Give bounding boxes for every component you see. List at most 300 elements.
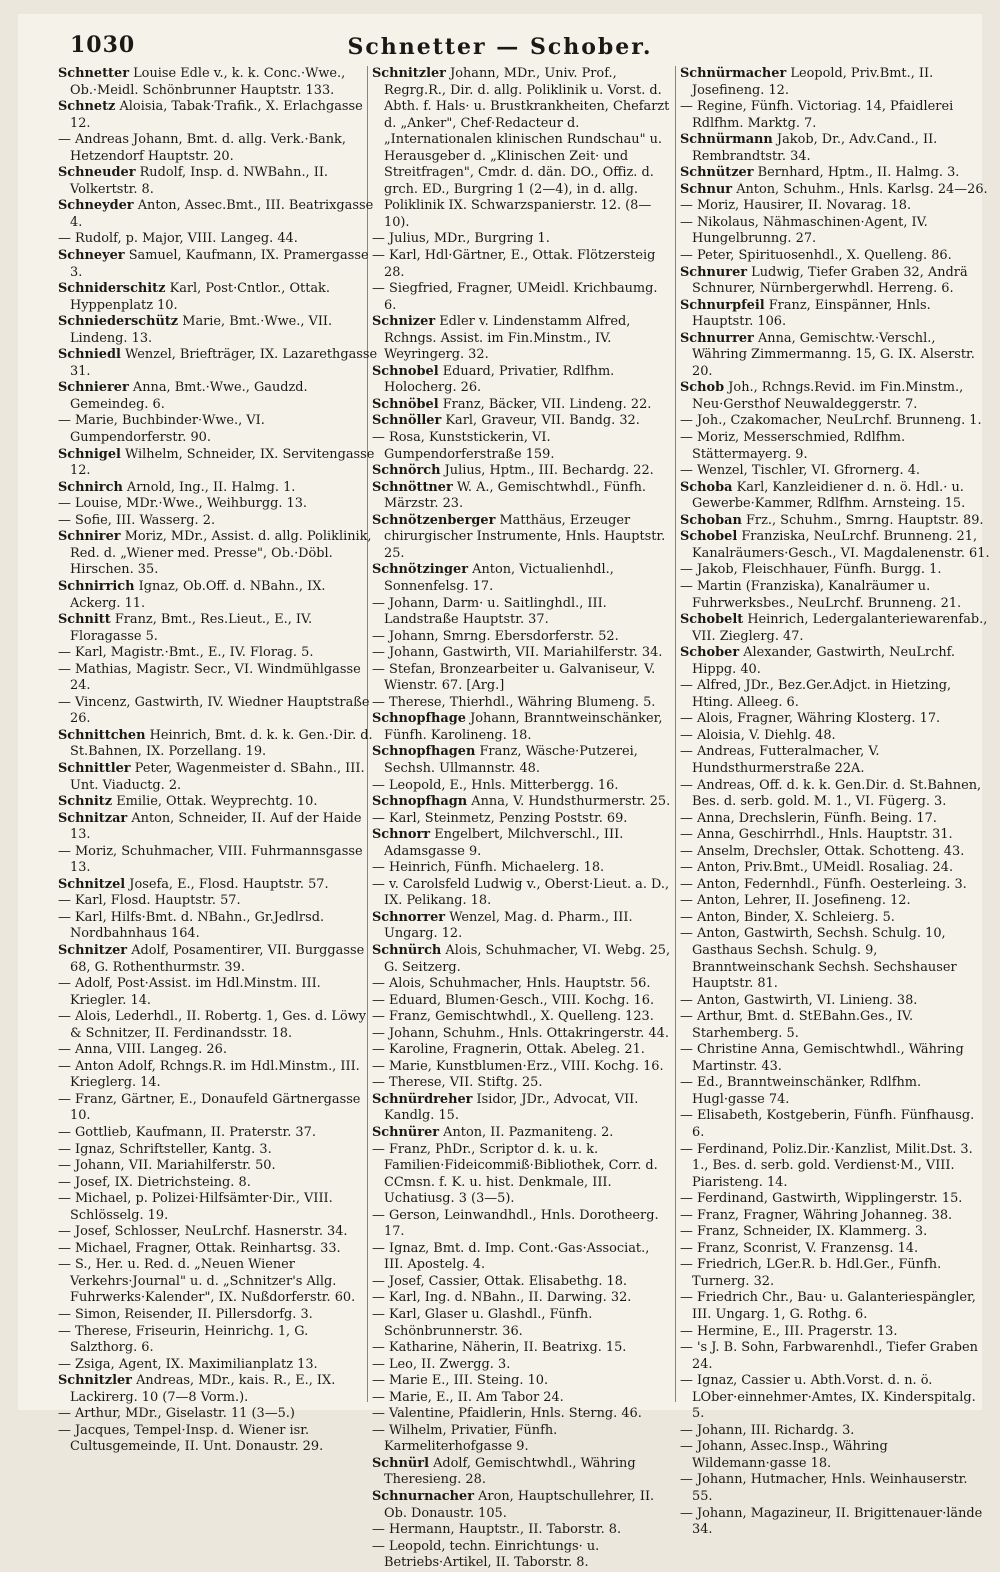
entry-surname: Schnigel bbox=[58, 446, 121, 462]
directory-entry bbox=[680, 182, 990, 199]
directory-entry bbox=[372, 248, 672, 281]
directory-entry bbox=[372, 1340, 672, 1357]
entry-surname: Schneyder bbox=[58, 198, 134, 214]
entry-surname: Schnobel bbox=[372, 363, 439, 379]
directory-entry bbox=[680, 910, 990, 927]
column-3 bbox=[680, 66, 990, 1538]
entry-details: Jakob, Dr., Adv.Cand., II. Rembrandtstr. 34. bbox=[692, 132, 938, 164]
entry-surname: Schnürer bbox=[372, 1125, 440, 1140]
entry-details: — S., Her. u. Red. d. „Neuen Wiener Verkehrs·Journal" u. d. „Schnitzer's Allg. Fuhrwerks·Kalender", IX. Nußdorferstr. 60. bbox=[58, 1257, 356, 1306]
entry-surname: Schnittchen bbox=[58, 727, 146, 743]
entry-surname: Schniedl bbox=[58, 347, 121, 363]
entry-details: — Josef, Cassier, Ottak. Elisabethg. 18. bbox=[372, 1273, 628, 1289]
directory-entry bbox=[58, 645, 378, 662]
entry-surname: Schnierer bbox=[58, 380, 129, 396]
entry-details: Isidor, JDr., Advocat, VII. Kandlg. 15. bbox=[384, 1091, 639, 1124]
entry-details: Franz, Bäcker, VII. Lindeng. 22. bbox=[442, 396, 652, 412]
directory-entry bbox=[680, 744, 990, 777]
directory-entry bbox=[58, 1257, 378, 1307]
directory-entry bbox=[58, 281, 378, 314]
directory-entry bbox=[372, 1290, 672, 1307]
entry-details: W. A., Gemischtwhdl., Fünfh. Märzstr. 23. bbox=[384, 479, 646, 512]
column-divider bbox=[675, 66, 676, 1402]
directory-entry bbox=[680, 1257, 990, 1290]
entry-details: — Vincenz, Gastwirth, IV. Wiedner Hauptstraße 26. bbox=[58, 694, 370, 727]
directory-entry bbox=[372, 645, 672, 662]
entry-details: Anton, II. Pazmaniteng. 2. bbox=[443, 1125, 614, 1140]
directory-entry bbox=[680, 728, 990, 745]
directory-entry bbox=[372, 397, 672, 414]
entry-surname: Schnur bbox=[680, 181, 733, 197]
entry-details: — Christine Anna, Gemischtwhdl., Währing Martinstr. 43. bbox=[680, 1042, 964, 1074]
entry-details: — Anton, Binder, X. Schleierg. 5. bbox=[680, 909, 895, 925]
directory-entry bbox=[680, 827, 990, 844]
entry-details: Alois, Schuhmacher, VI. Webg. 25, G. Seitzerg. bbox=[384, 942, 671, 975]
directory-entry bbox=[680, 265, 990, 298]
entry-details: Adolf, Posamentirer, VII. Burggasse 68, G. Rothenthurmstr. 39. bbox=[70, 942, 365, 975]
directory-entry bbox=[58, 1158, 378, 1175]
directory-entry bbox=[58, 1191, 378, 1224]
directory-entry bbox=[372, 231, 672, 248]
directory-entry bbox=[372, 711, 672, 744]
entry-details: — Gerson, Leinwandhdl., Hnls. Dorotheerg. 17. bbox=[372, 1207, 659, 1240]
entry-surname: Schnetz bbox=[58, 99, 116, 115]
directory-entry bbox=[372, 562, 672, 595]
entry-details: — Karl, Flosd. Hauptstr. 57. bbox=[58, 893, 241, 909]
entry-details: — Martin (Franziska), Kanalräumer u. Fuhrwerksbes., NeuLrchf. Brunneng. 21. bbox=[680, 578, 962, 611]
entry-details: Aron, Hauptschullehrer, II. Ob. Donaustr. 105. bbox=[384, 1489, 655, 1521]
directory-entry bbox=[372, 1357, 672, 1374]
entry-details: — Ed., Branntweinschänker, Rdlfhm. Hugl·gasse 74. bbox=[680, 1075, 922, 1107]
directory-entry bbox=[680, 132, 990, 165]
directory-entry bbox=[372, 1456, 672, 1489]
entry-details: Anna, Bmt.·Wwe., Gaudzd. Gemeindeg. 6. bbox=[70, 380, 308, 412]
directory-entry bbox=[58, 447, 378, 480]
entry-surname: Schnötzinger bbox=[372, 562, 469, 578]
entry-details: — Louise, MDr.·Wwe., Weihburgg. 13. bbox=[58, 496, 308, 512]
entry-details: Rudolf, Insp. d. NWBahn., II. Volkertstr. 8. bbox=[70, 165, 329, 197]
directory-entry bbox=[58, 662, 378, 695]
entry-details: — Karoline, Fragnerin, Ottak. Abeleg. 21. bbox=[372, 1042, 645, 1058]
entry-surname: Schoban bbox=[680, 512, 742, 528]
entry-surname: Schnurnacher bbox=[372, 1489, 475, 1505]
entry-details: Louise Edle v., k. k. Conc.·Wwe., Ob.·Meidl. Schönbrunner Hauptstr. 133. bbox=[70, 66, 346, 98]
directory-entry bbox=[372, 993, 672, 1010]
entry-surname: Schnorrer bbox=[372, 909, 446, 925]
directory-entry bbox=[680, 99, 990, 132]
entry-details: — Heinrich, Fünfh. Michaelerg. 18. bbox=[372, 860, 605, 876]
directory-entry bbox=[58, 1357, 378, 1374]
directory-entry bbox=[58, 132, 378, 165]
directory-entry bbox=[680, 248, 990, 265]
directory-entry bbox=[58, 976, 378, 1009]
directory-entry bbox=[372, 1522, 672, 1539]
directory-entry bbox=[372, 66, 672, 231]
entry-details: Heinrich, Ledergalanteriewarenfab., VII. Zieglerg. 47. bbox=[692, 612, 988, 644]
entry-details: — Rudolf, p. Major, VIII. Langeg. 44. bbox=[58, 231, 298, 247]
column-2 bbox=[372, 66, 672, 1571]
entry-surname: Schnopfhage bbox=[372, 711, 466, 727]
entry-details: — Aloisia, V. Diehlg. 48. bbox=[680, 727, 836, 743]
entry-details: — Moriz, Messerschmied, Rdlfhm. Stättermayerg. 9. bbox=[680, 430, 906, 462]
directory-entry bbox=[372, 1274, 672, 1291]
directory-entry bbox=[680, 1340, 990, 1373]
directory-entry bbox=[372, 430, 672, 463]
entry-details: Anton, Assec.Bmt., III. Beatrixgasse 4. bbox=[70, 198, 374, 230]
entry-details: Arnold, Ing., II. Halmg. 1. bbox=[126, 479, 296, 495]
entry-details: — Wenzel, Tischler, VI. Gfrornerg. 4. bbox=[680, 463, 920, 479]
directory-entry bbox=[680, 66, 990, 99]
directory-entry bbox=[372, 413, 672, 430]
directory-entry bbox=[372, 1423, 672, 1456]
directory-entry bbox=[680, 1324, 990, 1341]
entry-details: — Johann, Hutmacher, Hnls. Weinhauserstr. 55. bbox=[680, 1472, 968, 1505]
entry-details: — Karl, Hilfs·Bmt. d. NBahn., Gr.Jedlrsd. Nordbahnhaus 164. bbox=[58, 909, 325, 942]
entry-details: — Anton, Priv.Bmt., UMeidl. Rosaliag. 24. bbox=[680, 860, 954, 876]
entry-details: — Joh., Czakomacher, NeuLrchf. Brunneng. 1. bbox=[680, 413, 982, 429]
directory-entry bbox=[680, 1224, 990, 1241]
directory-entry bbox=[680, 165, 990, 182]
entry-details: — Zsiga, Agent, IX. Maximilianplatz 13. bbox=[58, 1356, 318, 1372]
directory-entry bbox=[680, 513, 990, 530]
entry-details: — Anton, Gastwirth, VI. Linieng. 38. bbox=[680, 992, 918, 1008]
entry-details: — Katharine, Näherin, II. Beatrixg. 15. bbox=[372, 1340, 627, 1356]
entry-details: Moriz, MDr., Assist. d. allg. Poliklinik, Red. d. „Wiener med. Presse", Ob.·Döbl. Hirschen. 35. bbox=[70, 529, 372, 578]
entry-surname: Schniderschitz bbox=[58, 281, 166, 297]
directory-entry bbox=[58, 877, 378, 894]
entry-details: Karl, Post·Cntlor., Ottak. Hyppenplatz 10. bbox=[70, 281, 330, 313]
entry-details: — Therese, VII. Stiftg. 25. bbox=[372, 1075, 543, 1091]
entry-details: — Michael, Fragner, Ottak. Reinhartsg. 33. bbox=[58, 1240, 341, 1256]
directory-entry bbox=[372, 364, 672, 397]
directory-entry bbox=[58, 1009, 378, 1042]
directory-entry bbox=[372, 1125, 672, 1142]
directory-entry bbox=[680, 298, 990, 331]
entry-surname: Schnitzler bbox=[372, 66, 446, 81]
directory-entry bbox=[372, 480, 672, 513]
directory-entry bbox=[58, 380, 378, 413]
entry-details: — Adolf, Post·Assist. im Hdl.Minstm. III. Kriegler. 14. bbox=[58, 976, 321, 1008]
directory-entry bbox=[372, 1042, 672, 1059]
entry-details: — Andreas Johann, Bmt. d. allg. Verk.·Bank, Hetzendorf Hauptstr. 20. bbox=[58, 132, 346, 164]
directory-entry bbox=[680, 645, 990, 678]
directory-entry bbox=[372, 1539, 672, 1572]
directory-entry bbox=[58, 1125, 378, 1142]
entry-details: Julius, Hptm., III. Bechardg. 22. bbox=[444, 463, 654, 479]
entry-details: — Leopold, techn. Einrichtungs· u. Betriebs·Artikel, II. Taborstr. 8. bbox=[372, 1538, 600, 1571]
directory-entry bbox=[58, 1224, 378, 1241]
directory-entry bbox=[58, 1175, 378, 1192]
entry-details: Anna, V. Hundsthurmerstr. 25. bbox=[471, 794, 671, 810]
entry-details: Andreas, MDr., kais. R., E., IX. Lackirerg. 10 (7—8 Vorm.). bbox=[70, 1373, 336, 1405]
entry-details: Peter, Wagenmeister d. SBahn., III. Unt. Viaductg. 2. bbox=[70, 760, 365, 793]
directory-entry bbox=[58, 496, 378, 513]
directory-entry bbox=[680, 198, 990, 215]
directory-entry bbox=[680, 413, 990, 430]
directory-entry bbox=[680, 993, 990, 1010]
directory-entry bbox=[58, 198, 378, 231]
entry-details: — Alois, Lederhdl., II. Robertg. 1, Ges. d. Löwy & Schnitzer, II. Ferdinandsstr. 18. bbox=[58, 1009, 367, 1041]
directory-entry bbox=[58, 1059, 378, 1092]
entry-surname: Schobelt bbox=[680, 612, 744, 628]
directory-entry bbox=[58, 1324, 378, 1357]
directory-entry bbox=[58, 99, 378, 132]
directory-entry bbox=[680, 1191, 990, 1208]
entry-surname: Schnützer bbox=[680, 165, 754, 181]
directory-entry bbox=[372, 1092, 672, 1125]
entry-details: — Franz, Sconrist, V. Franzensg. 14. bbox=[680, 1240, 919, 1256]
entry-details: — Hermann, Hauptstr., II. Taborstr. 8. bbox=[372, 1522, 622, 1538]
directory-entry bbox=[58, 695, 378, 728]
entry-details: — Friedrich, LGer.R. b. Hdl.Ger., Fünfh. Turnerg. 32. bbox=[680, 1257, 942, 1289]
entry-details: — Ferdinand, Gastwirth, Wipplingerstr. 15. bbox=[680, 1191, 963, 1207]
directory-entry bbox=[372, 976, 672, 993]
directory-entry bbox=[372, 1307, 672, 1340]
directory-entry bbox=[680, 1472, 990, 1505]
entry-details: — Simon, Reisender, II. Pillersdorfg. 3. bbox=[58, 1307, 313, 1323]
entry-details: Anton, Victualienhdl., Sonnenfelsg. 17. bbox=[384, 562, 614, 594]
directory-entry bbox=[372, 778, 672, 795]
entry-details: — Marie, Buchbinder·Wwe., VI. Gumpendorferstr. 90. bbox=[58, 413, 265, 446]
directory-entry bbox=[372, 314, 672, 364]
entry-details: Marie, Bmt.·Wwe., VII. Lindeng. 13. bbox=[70, 314, 333, 346]
entry-details: — Sofie, III. Wasserg. 2. bbox=[58, 512, 216, 528]
entry-details: — Johann, Darm· u. Saitlinghdl., III. Landstraße Hauptstr. 37. bbox=[372, 595, 607, 628]
directory-entry bbox=[58, 529, 378, 579]
directory-entry bbox=[372, 1009, 672, 1026]
entry-surname: Schnörch bbox=[372, 463, 441, 479]
directory-entry bbox=[680, 331, 990, 381]
entry-surname: Schnürmacher bbox=[680, 66, 787, 81]
entry-details: Emilie, Ottak. Weyprechtg. 10. bbox=[116, 794, 318, 810]
directory-entry bbox=[58, 480, 378, 497]
entry-details: — Regine, Fünfh. Victoriag. 14, Pfaidlerei Rdlfhm. Marktg. 7. bbox=[680, 99, 954, 131]
entry-surname: Schobel bbox=[680, 529, 738, 545]
entry-details: Johann, Branntweinschänker, Fünfh. Karolineng. 18. bbox=[384, 711, 663, 743]
entry-details: — Franz, Schneider, IX. Klammerg. 3. bbox=[680, 1224, 928, 1240]
directory-entry bbox=[58, 1406, 378, 1423]
directory-entry bbox=[372, 1142, 672, 1208]
entry-surname: Schnöller bbox=[372, 413, 442, 429]
directory-entry bbox=[58, 794, 378, 811]
entry-details: — Johann, Gastwirth, VII. Mariahilferstr. 34. bbox=[372, 645, 663, 661]
entry-details: — Johann, III. Richardg. 3. bbox=[680, 1422, 855, 1438]
directory-entry bbox=[58, 1142, 378, 1159]
directory-entry bbox=[372, 1026, 672, 1043]
directory-entry bbox=[372, 281, 672, 314]
entry-details: Anna, Gemischtw.·Verschl., Währing Zimmermanng. 15, G. IX. Alserstr. 20. bbox=[692, 330, 975, 379]
entry-surname: Schnitzel bbox=[58, 876, 126, 892]
entry-details: — Franz, Fragner, Währing Johanneg. 38. bbox=[680, 1207, 953, 1223]
entry-details: — Anton, Gastwirth, Sechsh. Schulg. 10, Gasthaus Sechsh. Schulg. 9, Branntweinschank Sechsh. Sechshauser Hauptstr. 81. bbox=[680, 926, 957, 992]
entry-details: Samuel, Kaufmann, IX. Pramergasse 3. bbox=[70, 248, 369, 280]
directory-entry bbox=[372, 629, 672, 646]
entry-details: — Karl, Steinmetz, Penzing Poststr. 69. bbox=[372, 810, 628, 826]
directory-entry bbox=[372, 1059, 672, 1076]
entry-surname: Schnirer bbox=[58, 529, 121, 545]
directory-entry bbox=[372, 877, 672, 910]
entry-details: — Leo, II. Zwergg. 3. bbox=[372, 1356, 511, 1372]
entry-details: Heinrich, Bmt. d. k. k. Gen.·Dir. d. St.Bahnen, IX. Porzellang. 19. bbox=[70, 727, 373, 760]
entry-surname: Schnötzenberger bbox=[372, 512, 496, 528]
entry-surname: Schnirrich bbox=[58, 578, 135, 594]
directory-entry bbox=[680, 1439, 990, 1472]
entry-surname: Schnittler bbox=[58, 760, 131, 776]
directory-entry bbox=[372, 662, 672, 695]
directory-entry bbox=[680, 1009, 990, 1042]
entry-surname: Schnetter bbox=[58, 66, 130, 81]
entry-surname: Schnitzer bbox=[58, 942, 128, 958]
entry-surname: Schnorr bbox=[372, 827, 431, 843]
entry-details: — 's J. B. Sohn, Farbwarenhdl., Tiefer Graben 24. bbox=[680, 1340, 978, 1372]
entry-details: Bernhard, Hptm., II. Halmg. 3. bbox=[757, 165, 960, 181]
entry-details: — Johann, VII. Mariahilferstr. 50. bbox=[58, 1158, 276, 1174]
entry-details: Eduard, Privatier, Rdlfhm. Holocherg. 26. bbox=[384, 363, 615, 396]
entry-surname: Schniederschütz bbox=[58, 314, 179, 330]
entry-details: — Johann, Assec.Insp., Währing Wildemann·gasse 18. bbox=[680, 1439, 888, 1471]
entry-surname: Schnopfhagen bbox=[372, 744, 476, 760]
entry-details: Ludwig, Tiefer Graben 32, Andrä Schnurer, Nürnbergerwhdl. Herreng. 6. bbox=[692, 264, 968, 297]
directory-entry bbox=[372, 860, 672, 877]
entry-details: — Jakob, Fleischhauer, Fünfh. Burgg. 1. bbox=[680, 562, 942, 578]
directory-entry bbox=[680, 430, 990, 463]
directory-entry bbox=[58, 1373, 378, 1406]
directory-entry bbox=[680, 1506, 990, 1539]
entry-details: — Johann, Schuhm., Hnls. Ottakringerstr. 44. bbox=[372, 1025, 669, 1041]
entry-details: — Karl, Hdl·Gärtner, E., Ottak. Flötzersteig 28. bbox=[372, 248, 656, 280]
entry-surname: Schneyer bbox=[58, 248, 125, 264]
entry-details: Johann, MDr., Univ. Prof., Regrg.R., Dir. d. allg. Poliklinik u. Vorst. d. Abth. f. Hals· u. Brustkrankheiten, Chefarzt d. „Anker", Chef·Redacteur d. „Internationalen klinischen Rundschau" u. Herausgeber d. „Klinischen Zeit· und Streitfragen", Cmdr. d. dän. DO., Offiz. d. grch. ED., Burgring 1 (2—4), in d. allg. Poliklinik IX. Schwarzspanierstr. 12. (8—10). bbox=[384, 66, 670, 230]
directory-entry bbox=[372, 695, 672, 712]
entry-surname: Schnitz bbox=[58, 794, 113, 810]
directory-entry bbox=[372, 1208, 672, 1241]
entry-details: — Anna, Geschirrhdl., Hnls. Hauptstr. 31. bbox=[680, 827, 953, 843]
directory-entry bbox=[680, 215, 990, 248]
directory-entry bbox=[680, 678, 990, 711]
directory-entry bbox=[58, 1241, 378, 1258]
directory-entry bbox=[372, 1373, 672, 1390]
directory-entry bbox=[680, 1108, 990, 1141]
entry-surname: Schnürmann bbox=[680, 132, 773, 148]
directory-entry bbox=[58, 1423, 378, 1456]
directory-entry bbox=[372, 596, 672, 629]
directory-entry bbox=[58, 728, 378, 761]
directory-entry bbox=[372, 811, 672, 828]
directory-entry bbox=[680, 1423, 990, 1440]
entry-details: Anton, Schneider, II. Auf der Haide 13. bbox=[70, 810, 362, 843]
entry-details: — Anna, VIII. Langeg. 26. bbox=[58, 1042, 227, 1058]
directory-entry bbox=[680, 778, 990, 811]
directory-entry bbox=[58, 943, 378, 976]
entry-details: Adolf, Gemischtwhdl., Währing Theresieng. 28. bbox=[384, 1455, 636, 1488]
entry-details: — Alfred, JDr., Bez.Ger.Adjct. in Hietzing, Hting. Alleeg. 6. bbox=[680, 678, 952, 710]
directory-entry bbox=[680, 380, 990, 413]
directory-entry bbox=[58, 1307, 378, 1324]
entry-details: — Hermine, E., III. Pragerstr. 13. bbox=[680, 1323, 898, 1339]
directory-entry bbox=[680, 1142, 990, 1192]
entry-details: Karl, Kanzleidiener d. n. ö. Hdl.· u. Gewerbe·Kammer, Rdlfhm. Arnsteing. 15. bbox=[692, 479, 966, 512]
entry-details: — Friedrich Chr., Bau· u. Galanteriespängler, III. Ungarg. 1, G. Rothg. 6. bbox=[680, 1290, 976, 1323]
entry-details: — Franz, Gemischtwhdl., X. Quelleng. 123. bbox=[372, 1009, 654, 1025]
entry-details: — Julius, MDr., Burgring 1. bbox=[372, 231, 550, 247]
entry-details: — Franz, Gärtner, E., Donaufeld Gärtnergasse 10. bbox=[58, 1091, 361, 1124]
entry-details: — Josef, IX. Dietrichsteing. 8. bbox=[58, 1174, 251, 1190]
entry-details: — Therese, Thierhdl., Währing Blumeng. 5. bbox=[372, 694, 656, 710]
entry-surname: Schnürdreher bbox=[372, 1091, 473, 1107]
directory-entry bbox=[680, 480, 990, 513]
entry-surname: Schnirch bbox=[58, 479, 123, 495]
directory-entry bbox=[680, 1208, 990, 1225]
directory-entry bbox=[680, 562, 990, 579]
entry-details: Wenzel, Mag. d. Pharm., III. Ungarg. 12. bbox=[384, 909, 633, 942]
entry-details: — Michael, p. Polizei·Hilfsämter·Dir., VIII. Schlösselg. 19. bbox=[58, 1191, 333, 1223]
directory-entry bbox=[372, 1489, 672, 1522]
entry-surname: Schnöttner bbox=[372, 479, 453, 495]
directory-entry bbox=[372, 910, 672, 943]
entry-details: Wilhelm, Schneider, IX. Servitengasse 12. bbox=[70, 446, 375, 479]
entry-details: — Moriz, Hausirer, II. Novarag. 18. bbox=[680, 198, 912, 214]
entry-details: — v. Carolsfeld Ludwig v., Oberst·Lieut. a. D., IX. Pelikang. 18. bbox=[372, 876, 670, 909]
entry-details: Alexander, Gastwirth, NeuLrchf. Hippg. 40. bbox=[692, 645, 956, 677]
entry-details: — Anna, Drechslerin, Fünfh. Being. 17. bbox=[680, 810, 937, 826]
entry-details: Franz, Wäsche·Putzerei, Sechsh. Ullmannstr. 48. bbox=[384, 744, 638, 776]
entry-details: — Karl, Glaser u. Glashdl., Fünfh. Schönbrunnerstr. 36. bbox=[372, 1307, 593, 1339]
entry-details: — Rosa, Kunststickerin, VI. Gumpendorferstraße 159. bbox=[372, 430, 555, 462]
entry-details: — Marie, E., II. Am Tabor 24. bbox=[372, 1389, 564, 1405]
entry-details: — Karl, Ing. d. NBahn., II. Darwing. 32. bbox=[372, 1290, 632, 1306]
entry-details: — Franz, PhDr., Scriptor d. k. u. k. Familien·Fideicommiß·Bibliothek, Corr. d. CCmsn. f. K. u. hist. Denkmale, III. Uchatiusg. 3 (3—5). bbox=[372, 1141, 658, 1207]
directory-entry bbox=[58, 66, 378, 99]
directory-entry bbox=[680, 579, 990, 612]
entry-details: — Peter, Spirituosenhdl., X. Quelleng. 86. bbox=[680, 248, 952, 264]
directory-page bbox=[18, 14, 990, 1571]
entry-details: — Marie E., III. Steing. 10. bbox=[372, 1373, 549, 1389]
directory-entry bbox=[680, 1241, 990, 1258]
directory-entry bbox=[372, 1406, 672, 1423]
entry-surname: Schnizer bbox=[372, 314, 436, 330]
entry-details: Franz, Einspänner, Hnls. Hauptstr. 106. bbox=[692, 297, 931, 330]
entry-details: — Moriz, Schuhmacher, VIII. Fuhrmannsgasse 13. bbox=[58, 843, 363, 876]
directory-entry bbox=[58, 612, 378, 645]
directory-entry bbox=[680, 893, 990, 910]
directory-entry bbox=[372, 1075, 672, 1092]
directory-entry bbox=[680, 529, 990, 562]
entry-details: Karl, Graveur, VII. Bandg. 32. bbox=[445, 413, 640, 429]
directory-entry bbox=[58, 513, 378, 530]
entry-details: — Mathias, Magistr. Secr., VI. Windmühlgasse 24. bbox=[58, 661, 361, 694]
entry-details: — Wilhelm, Privatier, Fünfh. Karmeliterhofgasse 9. bbox=[372, 1422, 558, 1455]
entry-details: Leopold, Priv.Bmt., II. Josefineng. 12. bbox=[692, 66, 934, 98]
directory-entry bbox=[680, 1075, 990, 1108]
directory-entry bbox=[58, 844, 378, 877]
entry-details: — Andreas, Off. d. k. k. Gen.Dir. d. St.Bahnen, Bes. d. serb. gold. M. 1., VI. Fügerg. 3. bbox=[680, 777, 982, 810]
entry-surname: Schoba bbox=[680, 479, 733, 495]
entry-surname: Schnurer bbox=[680, 264, 748, 280]
directory-entry bbox=[58, 248, 378, 281]
entry-surname: Schnurrer bbox=[680, 330, 754, 346]
entry-details: — Ignaz, Cassier u. Abth.Vorst. d. n. ö. LOber·einnehmer·Amtes, IX. Kinderspitalg. 5. bbox=[680, 1373, 976, 1422]
directory-entry bbox=[680, 463, 990, 480]
directory-entry bbox=[680, 612, 990, 645]
entry-surname: Schnürch bbox=[372, 942, 442, 958]
entry-details: — Andreas, Futteralmacher, V. Hundsthurmerstraße 22A. bbox=[680, 744, 880, 776]
directory-entry bbox=[58, 579, 378, 612]
directory-entry bbox=[372, 1241, 672, 1274]
entry-details: — Jacques, Tempel·Insp. d. Wiener isr. Cultusgemeinde, II. Unt. Donaustr. 29. bbox=[58, 1422, 324, 1455]
entry-details: Josefa, E., Flosd. Hauptstr. 57. bbox=[129, 876, 329, 892]
entry-surname: Schneuder bbox=[58, 165, 136, 181]
directory-entry bbox=[680, 1042, 990, 1075]
